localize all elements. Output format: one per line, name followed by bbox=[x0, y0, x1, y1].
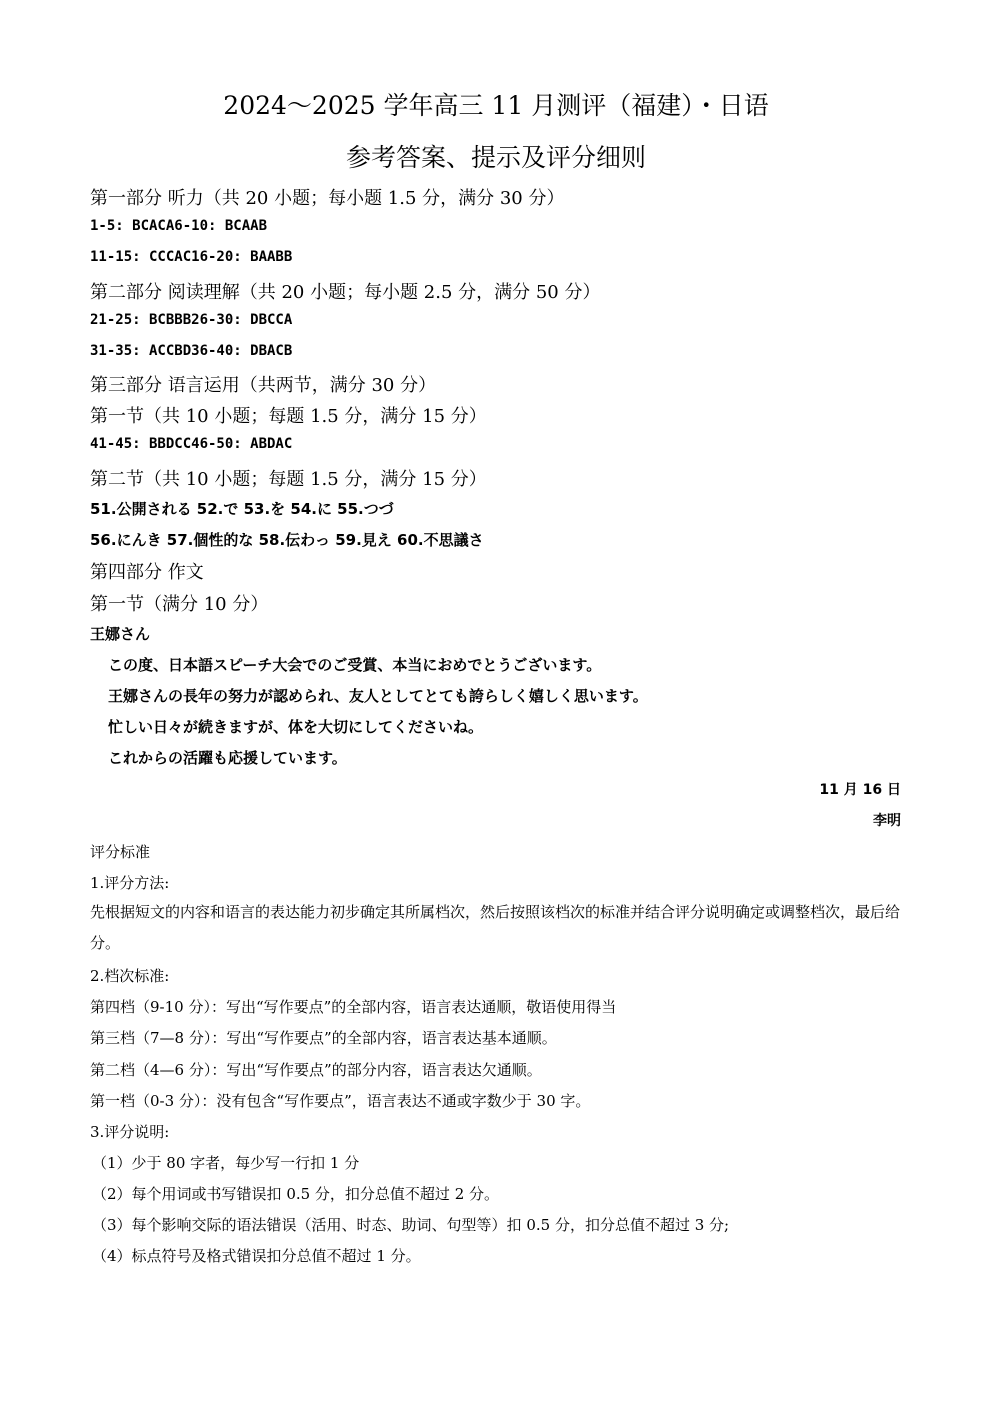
page-title: 2024～2025 学年高三 11 月测评（福建）・日语 bbox=[223, 91, 769, 120]
letter-date: 11 月 16 日 bbox=[819, 782, 901, 798]
scoring-note: （1）少于 80 字者，每少写一行扣 1 分 bbox=[92, 1154, 360, 1172]
part3-section2-heading: 第二节（共 10 小题；每题 1.5 分，满分 15 分） bbox=[90, 469, 487, 490]
page-subtitle: 参考答案、提示及评分细则 bbox=[345, 143, 646, 172]
scoring-note: （4）标点符号及格式错误扣分总值不超过 1 分。 bbox=[92, 1247, 421, 1265]
letter-salutation: 王娜さん bbox=[90, 625, 151, 643]
letter-signature: 李明 bbox=[873, 813, 901, 829]
scoring-notes-title: 3.评分说明: bbox=[90, 1123, 170, 1141]
part3-section1-heading: 第一节（共 10 小题；每题 1.5 分，满分 15 分） bbox=[90, 406, 487, 427]
part2-answers-row: 21-25: BCBBB26-30: DBCCA bbox=[90, 312, 293, 328]
part1-answers-row: 11-15: CCCAC16-20: BAABB bbox=[90, 249, 293, 265]
scoring-method-title: 1.评分方法: bbox=[90, 874, 170, 892]
scoring-heading: 评分标准 bbox=[90, 843, 151, 861]
scoring-note: （2）每个用词或书写错误扣 0.5 分，扣分总值不超过 2 分。 bbox=[92, 1185, 500, 1203]
part3-section2-answers-row: 51.公開される 52.で 53.を 54.に 55.つづ bbox=[90, 500, 394, 518]
letter-line: これからの活躍も応援しています。 bbox=[108, 749, 347, 767]
part2-answers-row: 31-35: ACCBD36-40: DBACB bbox=[90, 343, 293, 359]
scoring-method-text: 先根据短文的内容和语言的表达能力初步确定其所属档次，然后按照该档次的标准并结合评分说明确定或调整档次，最后给分。 bbox=[90, 903, 901, 952]
letter-line: 忙しい日々が続きますが、体を大切にしてくださいね。 bbox=[108, 718, 484, 736]
part3-heading: 第三部分 语言运用（共两节，满分 30 分） bbox=[90, 375, 437, 396]
part4-heading: 第四部分 作文 bbox=[90, 562, 204, 583]
scoring-level: 第二档（4—6 分）：写出“写作要点”的部分内容，语言表达欠通顺。 bbox=[90, 1061, 542, 1079]
scoring-level: 第一档（0-3 分）：没有包含“写作要点”，语言表达不通或字数少于 30 字。 bbox=[90, 1092, 591, 1110]
part1-heading: 第一部分 听力（共 20 小题；每小题 1.5 分，满分 30 分） bbox=[90, 188, 565, 209]
part3-section1-answers: 41-45: BBDCC46-50: ABDAC bbox=[90, 436, 293, 452]
scoring-note: （3）每个影响交际的语法错误（活用、时态、助词、句型等）扣 0.5 分，扣分总值不超过 3 分; bbox=[92, 1216, 730, 1234]
scoring-level: 第三档（7—8 分）：写出“写作要点”的全部内容，语言表达基本通顺。 bbox=[90, 1029, 557, 1047]
part1-answers-row: 1-5: BCACA6-10: BCAAB bbox=[90, 218, 268, 234]
scoring-levels-title: 2.档次标准: bbox=[90, 967, 170, 985]
part2-heading: 第二部分 阅读理解（共 20 小题；每小题 2.5 分，满分 50 分） bbox=[90, 282, 601, 303]
scoring-level: 第四档（9-10 分）：写出“写作要点”的全部内容，语言表达通顺，敬语使用得当 bbox=[90, 998, 617, 1016]
letter-line: この度、日本語スピーチ大会でのご受賞、本当におめでとうございます。 bbox=[108, 656, 602, 674]
part3-section2-answers-row: 56.にんき 57.個性的な 58.伝わっ 59.見え 60.不思議さ bbox=[90, 531, 484, 549]
part4-section1-heading: 第一节（满分 10 分） bbox=[90, 594, 269, 615]
letter-line: 王娜さんの長年の努力が認められ、友人としてとても誇らしく嬉しく思います。 bbox=[108, 687, 648, 705]
